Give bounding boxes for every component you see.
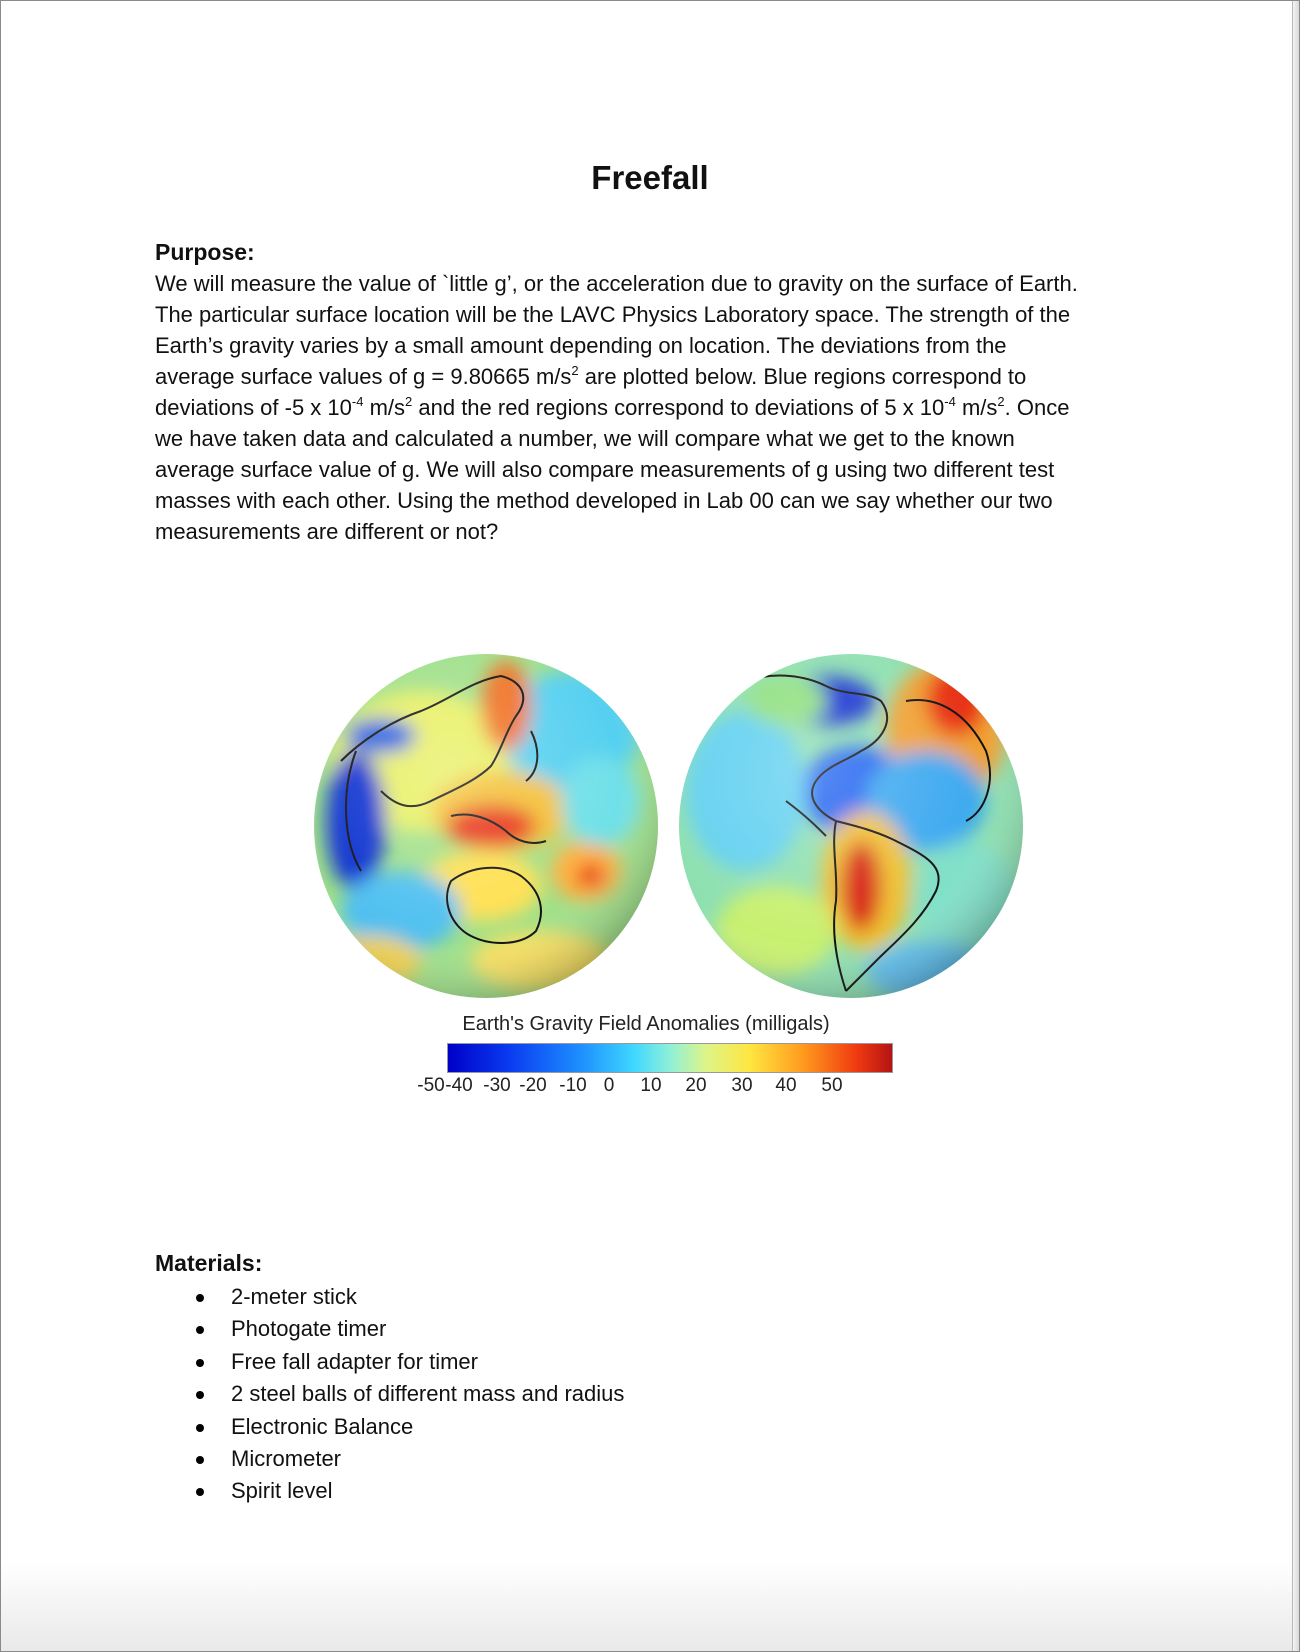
purpose-section <box>155 237 1155 547</box>
colorbar-tick: -20 <box>519 1075 547 1096</box>
colorbar-tick: 30 <box>731 1075 753 1096</box>
colorbar-tick: -10 <box>559 1075 587 1096</box>
colorbar-tick: 20 <box>685 1075 707 1096</box>
purpose-line: We will measure the value of `little g’, or the acceleration due to gravity on the surface of Earth. <box>155 271 1078 296</box>
purpose-line: we have taken data and calculated a number, we will compare what we get to the known <box>155 426 1015 451</box>
purpose-line: The particular surface location will be the LAVC Physics Laboratory space. The strength of the <box>155 302 1071 327</box>
purpose-line-deviations: deviations of -5 x $10^{-4}$ $m/s^2$ and the red regions correspond to deviations of 5 x $10^{-4}$ $m/s^2$. Once <box>155 394 1070 420</box>
materials-heading: Materials: <box>155 1250 263 1276</box>
list-item: Free fall adapter for timer <box>155 1346 1155 1378</box>
list-item: 2-meter stick <box>155 1281 1155 1313</box>
page-bottom-shadow <box>1 1561 1299 1651</box>
colorbar-tick: 10 <box>640 1075 662 1096</box>
gravity-anomaly-figure <box>301 626 1061 1096</box>
list-item: 2 steel balls of different mass and radius <box>155 1378 1155 1410</box>
colorbar-tick: -40 <box>445 1075 473 1096</box>
materials-list <box>155 1281 1155 1508</box>
colorbar-title: Earth's Gravity Field Anomalies (milligals) <box>462 1013 830 1035</box>
colorbar-tick: 50 <box>821 1075 843 1096</box>
colorbar-tick: 0 <box>603 1075 615 1096</box>
list-item: Electronic Balance <box>155 1411 1155 1443</box>
purpose-line: average surface value of g. We will also compare measurements of g using two different test <box>155 457 1055 482</box>
purpose-paragraph <box>155 268 1155 547</box>
list-item: Photogate timer <box>155 1313 1155 1345</box>
page-title: Freefall <box>591 159 709 196</box>
list-item: Spirit level <box>155 1475 1155 1507</box>
materials-section <box>155 1248 1155 1508</box>
colorbar-tick: -30 <box>483 1075 511 1096</box>
purpose-heading: Purpose: <box>155 239 255 265</box>
globe-eastern-hemisphere <box>301 641 671 1011</box>
colorbar-tick: -50 <box>417 1075 445 1096</box>
colorbar <box>447 1043 893 1073</box>
colorbar-tick: 40 <box>775 1075 797 1096</box>
purpose-line: measurements are different or not? <box>155 519 499 544</box>
globe-western-hemisphere <box>666 641 1036 1011</box>
purpose-line-g-value: average surface values of g = 9.80665 $m/s^2$ are plotted below. Blue regions correspond to <box>155 363 1027 389</box>
purpose-line: masses with each other. Using the method developed in Lab 00 can we say whether our two <box>155 488 1053 513</box>
list-item: Micrometer <box>155 1443 1155 1475</box>
purpose-line: Earth’s gravity varies by a small amount depending on location. The deviations from the <box>155 333 1007 358</box>
colorbar-ticks <box>417 1075 921 1099</box>
page-edge <box>1292 1 1299 1651</box>
